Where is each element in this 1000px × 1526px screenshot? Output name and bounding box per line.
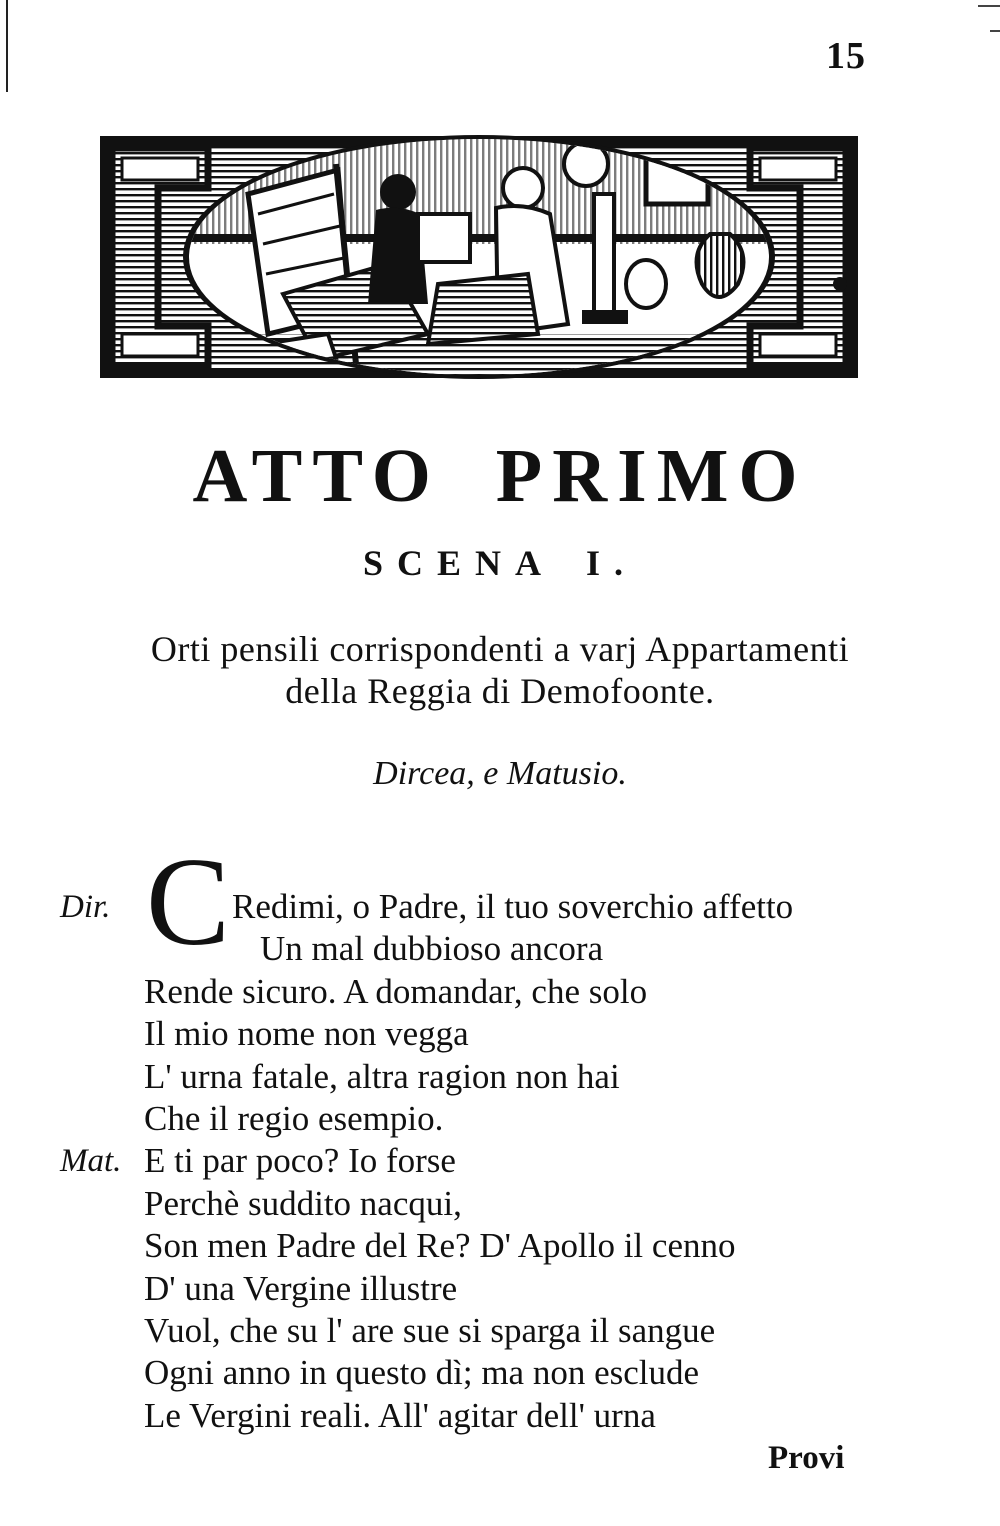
verse-line bbox=[60, 1395, 940, 1437]
verse-block bbox=[60, 833, 940, 1437]
speaker-label: Mat. bbox=[60, 1143, 122, 1180]
verse-text: E ti par poco? Io forse bbox=[144, 1141, 456, 1181]
verse-line bbox=[60, 1098, 940, 1140]
verse-line bbox=[60, 886, 940, 928]
verse-text: Perchè suddito nacqui, bbox=[144, 1183, 462, 1223]
act-title: ATTO PRIMO bbox=[192, 434, 808, 518]
scene-title: SCENA I. bbox=[362, 543, 638, 583]
verse-line bbox=[60, 1225, 940, 1267]
verse-text: Un mal dubbioso ancora bbox=[260, 929, 604, 969]
verse-text: L' urna fatale, altra ragion non hai bbox=[144, 1056, 620, 1096]
corner-mark bbox=[990, 30, 1000, 32]
catchword: Provi bbox=[768, 1440, 845, 1476]
verse-text: Che il regio esempio. bbox=[144, 1098, 444, 1138]
verse-text: Redimi, o Padre, il tuo soverchio affetto bbox=[232, 887, 794, 926]
corner-mark bbox=[978, 5, 1000, 7]
verse-text: Le Vergini reali. All' agitar dell' urna bbox=[144, 1395, 656, 1435]
scene-setting bbox=[60, 628, 940, 712]
verse-line bbox=[60, 1183, 940, 1225]
verse-text: Il mio nome non vegga bbox=[144, 1014, 469, 1054]
verse-line bbox=[60, 971, 940, 1013]
page-number: 15 bbox=[826, 35, 866, 77]
verse-text: Son men Padre del Re? D' Apollo il cenno bbox=[144, 1226, 736, 1266]
page-edge bbox=[6, 0, 8, 92]
verse-text: Ogni anno in questo dì; ma non esclude bbox=[144, 1353, 700, 1393]
verse-line bbox=[60, 1013, 940, 1055]
verse-line bbox=[60, 1056, 940, 1098]
setting-line: Orti pensili corrispondenti a varj Appartamenti bbox=[150, 629, 850, 669]
drop-cap: C bbox=[146, 833, 231, 972]
speaker-label: Dir. bbox=[60, 889, 111, 925]
verse-text: Vuol, che su l' are sue si sparga il sangue bbox=[144, 1310, 716, 1350]
verse-line bbox=[60, 1310, 940, 1352]
verse-line bbox=[60, 1268, 940, 1310]
verse-line bbox=[60, 1140, 940, 1182]
verse-text: Rende sicuro. A domandar, che solo bbox=[144, 971, 648, 1011]
verse-line bbox=[60, 1352, 940, 1394]
verse-text: D' una Vergine illustre bbox=[144, 1268, 458, 1308]
setting-line: della Reggia di Demofoonte. bbox=[285, 671, 715, 711]
verse-line bbox=[60, 928, 940, 970]
characters-list: Dircea, e Matusio. bbox=[373, 755, 627, 792]
ornamental-headpiece bbox=[98, 134, 860, 380]
